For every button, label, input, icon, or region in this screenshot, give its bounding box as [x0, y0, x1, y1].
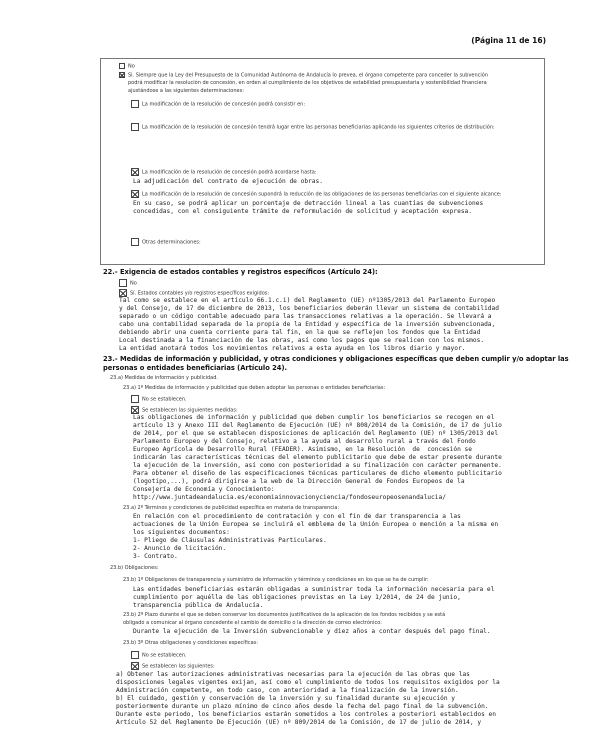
s23b1-line: Las entidades beneficiarias estarán obligadas a suministrar toda la información necesaria para el [133, 586, 495, 593]
frame-opt2[interactable] [131, 123, 495, 131]
checkbox-checked[interactable] [131, 406, 139, 414]
s23a1-line: de 2014, por el que se establecen disposiciones de aplicación del Reglamento (UE) nº 1305/2013 del [133, 430, 499, 437]
s23b3-si-option[interactable] [131, 662, 215, 670]
checkbox[interactable] [119, 63, 125, 69]
s23b1-label: 23.b) 1º Obligaciones de transparencia y suministro de información y términos y condiciones en los que se ha de cumplir: [123, 577, 429, 583]
s23b3-line: a) Obtener las autorizaciones administrativas necesarias para la ejecución de las obras que las [116, 671, 470, 678]
checkbox[interactable] [131, 100, 139, 108]
s22-line: La entidad anotará todos los movimientos relativos a esta ayuda en los libros diario y mayor. [119, 345, 466, 352]
option-label: No se establecen. [142, 652, 187, 659]
s23b2-line: Durante la ejecución de la Inversión subvencionable y diez años a contar después del pago final. [133, 628, 491, 635]
checkbox-checked[interactable] [119, 72, 125, 78]
page-number: (Página 11 de 16) [471, 36, 546, 45]
s23a1-line: Las obligaciones de información y publicidad que deben cumplir los beneficiarios se recogen en el [133, 414, 495, 421]
s23a1-line: Consejería de Economía y Conocimiento: [133, 486, 275, 493]
s23a1-line: la ejecución de la inversión, así como con posterioridad a su finalización con carácter permanente. [133, 462, 502, 469]
s23b1-line: cumplimiento por aquélla de las obligaciones previstas en la Ley 1/2014, de 24 de junio, [133, 594, 461, 601]
s23a2-line: 1- Pliego de Cláusulas Administrativas Particulares. [133, 537, 327, 544]
s23b-label: 23.b) Obligaciones: [110, 565, 159, 571]
s23b3-line: disposiciones legales vigentes exijan, así como el cumplimiento de todos los requisitos exigidos por la [116, 679, 500, 686]
s23b3-line: b) El cuidado, gestión y conservación de la inversión y su finalidad durante su ejecución y [116, 695, 455, 702]
s23a1-line: indicarán las características técnicas del elemento publicitario que debe de estar presente durante [133, 454, 502, 461]
s23a1-line: (logotipo,...), podrá dirigirse a la web de la Dirección General de Fondos Europeos de la [133, 478, 465, 485]
s23a2-label: 23.a) 2º Términos y condiciones de publicidad específica en materia de transparencia: [123, 505, 340, 511]
s22-line: Tal como se establece en el artículo 66.1.c.i) del Reglamento (UE) nº1305/2013 del Parlamento Europeo [119, 297, 496, 304]
s22-line: debiendo abrir una cuenta corriente para tal fin, en la que se reflejen los fondos que la Entidad [119, 329, 481, 336]
frame-opt1[interactable] [131, 100, 305, 108]
s23b3-line: Artículo 52 del Reglamento De Ejecución (UE) nº 809/2014 de la Comisión, de 17 de julio de 2014, y [116, 719, 482, 726]
option-label: Si. Siempre que la Ley del Presupuesto de la Comunidad Autónoma de Andalucía lo prevea, el órgano competente para conceder la subvención [128, 72, 489, 79]
s23a1-no-option[interactable] [131, 395, 187, 403]
checkbox[interactable] [131, 123, 139, 131]
frame-opt4-line: En su caso, se podrá aplicar un porcentaje de detracción lineal a las cuantías de subvenciones [133, 200, 484, 207]
s23b3-line: Durante este periodo, los beneficiarios estarán sometidos a los controles a posteriori establecidos en [116, 711, 496, 718]
option-label: No se establecen. [142, 396, 187, 403]
checkbox-checked[interactable] [119, 289, 127, 297]
s22-line: y del Consejo, de 17 de diciembre de 2013, los beneficiarios deberán llevar un sistema de contabilidad [119, 305, 499, 312]
s22-si-option[interactable] [119, 289, 269, 297]
frame-si-line: podrá modificar la resolución de concesión, en orden al cumplimiento de los objetivos de estabilidad presupuestaria y sostenibilidad financiera [128, 80, 487, 86]
section-22-title: 22.- Exigencia de estados contables y registros específicos (Artículo 24): [103, 268, 378, 276]
s22-line: Local destinada a la financiación de las obras, así como los pagos que se realicen con los mismos. [119, 337, 485, 344]
checkbox-checked[interactable] [131, 168, 139, 176]
option-label: La modificación de la resolución de concesión podrá consistir en: [142, 101, 306, 108]
option-label: No [130, 280, 137, 287]
s23b3-line: posteriormente durante un plazo mínimo de cinco años desde la fecha del pago final de la subvención. [116, 703, 489, 710]
s23a1-label: 23.a) 1º Medidas de información y publicidad que deben adoptar las personas o entidades beneficiarias: [123, 385, 386, 391]
option-label: La modificación de la resolución de concesión podrá acordarse hasta: [142, 169, 317, 176]
s23a-label: 23.a) Medidas de información y publicidad. [110, 375, 218, 381]
option-label: La modificación de la resolución de concesión supondrá la reducción de las obligaciones de las personas beneficiarias con el siguiente alcance: [142, 191, 502, 198]
frame-opt3[interactable] [131, 168, 316, 176]
s23b1-line: transparencia pública de Andalucía. [133, 602, 264, 609]
section-23-title: 23.- Medidas de información y publicidad, y otras condiciones y obligaciones específicas que deben cumplir y/o adoptar las [103, 355, 569, 363]
checkbox[interactable] [119, 279, 127, 287]
checkbox-checked[interactable] [131, 190, 139, 198]
s23a2-line: los siguientes documentos: [133, 529, 230, 536]
s22-no-option[interactable] [119, 279, 137, 287]
s23b3-no-option[interactable] [131, 651, 187, 659]
s23b3-label: 23.b) 3º Otras obligaciones y condiciones específicas: [123, 640, 258, 646]
option-label: Sí. Estados contables y/o registros específicos exigidos: [130, 290, 270, 297]
frame-si-line: ajustándose a las siguientes determinaciones: [128, 88, 244, 94]
s23b3-line: Administración competente, en todo caso, con anterioridad a la finalización de la inversión. [116, 687, 459, 694]
s23a2-line: En relación con el procedimiento de contratación y con el fin de dar transparencia a las [133, 513, 461, 520]
frame-opt5[interactable] [131, 238, 201, 246]
option-label: La modificación de la resolución de concesión tendrá lugar entre las personas beneficiarias aplicando los siguientes criterios de distribución: [142, 124, 495, 131]
section-23-title-cont: personas o entidades beneficiarias (Artículo 24). [103, 364, 288, 372]
checkbox[interactable] [131, 395, 139, 403]
s23b2-label-cont: obligado a comunicar al órgano concedente el cambio de domicilio o la dirección de correo electrónico: [123, 620, 382, 626]
frame-no-option[interactable] [119, 63, 135, 70]
s23a1-line: Para obtener el diseño de las especificaciones técnicas particulares de dicho elemento publicitario [133, 470, 502, 477]
frame-opt3-value: La adjudicación del contrato de ejecución de obras. [133, 178, 323, 185]
checkbox-checked[interactable] [131, 662, 139, 670]
frame-opt4[interactable] [131, 190, 502, 198]
s23a1-url[interactable]: http://www.juntadeandalucia.es/economiainnovacionyciencia/fondoseuropeosenandalucia/ [133, 494, 446, 501]
s22-line: cabo una contabilidad separada de la propia de la Entidad y específica de la inversión subvencionada, [119, 321, 496, 328]
s22-line: separado o un código contable adecuado para las transacciones relativas a la operación. Se llevará a [119, 313, 492, 320]
s23a1-si-option[interactable] [131, 406, 238, 414]
s23a2-line: actuaciones de la Unión Europea se incluirá el emblema de la Unión Europea o mención a la misma en [133, 521, 499, 528]
s23a2-line: 2- Anuncio de licitación. [133, 545, 227, 552]
option-label: Se establecen las siguientes: [142, 663, 215, 670]
frame-opt4-line: concedidas, con el consiguiente trámite de reformulación de solicitud y aceptación expresa. [133, 208, 472, 215]
option-label: Otras determinaciones: [142, 239, 201, 246]
option-label: No [128, 63, 135, 70]
checkbox[interactable] [131, 651, 139, 659]
s23b2-label: 23.b) 2º Plazo durante el que se deben conservar los documentos justificativos de la aplicación de los fondos recibidos y se está [123, 612, 446, 618]
s23a1-line: Europeo Agrícola de Desarrollo Rural (FEADER). Asimismo, en la Resolución de concesión se [133, 446, 472, 453]
s23a2-line: 3- Contrato. [133, 553, 178, 560]
s23a1-line: artículo 13 y Anexo III del Reglamento de Ejecución (UE) nº 808/2014 de la Comisión, de 17 de julio [133, 422, 502, 429]
checkbox[interactable] [131, 238, 139, 246]
option-label: Se establecen las siguientes medidas: [142, 407, 238, 414]
frame-si-option[interactable] [119, 72, 488, 79]
s23a1-line: Parlamento Europeo y del Consejo, relativo a la ayuda al desarrollo rural a través del Fondo [133, 438, 476, 445]
